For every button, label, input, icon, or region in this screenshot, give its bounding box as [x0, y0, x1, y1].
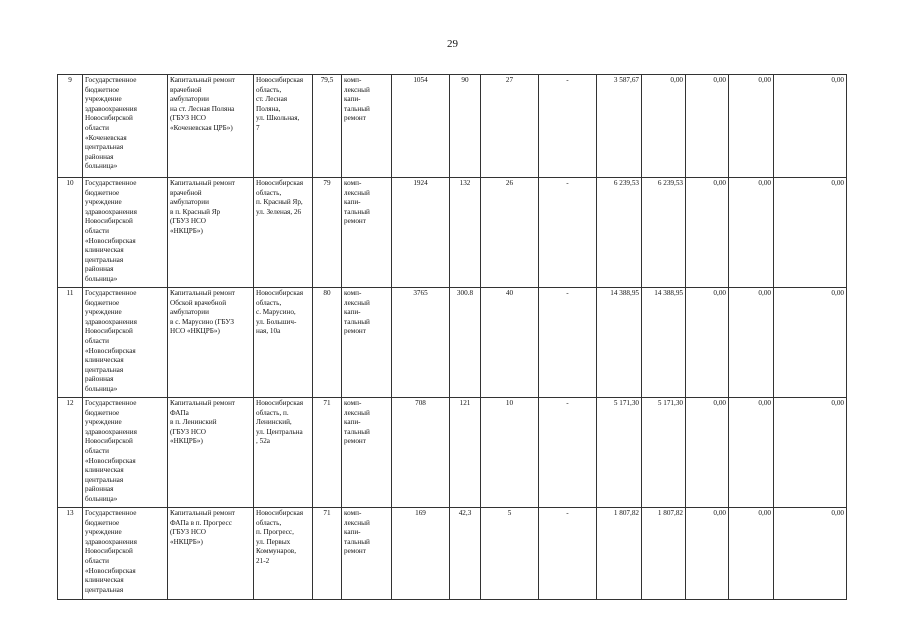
work-description-cell: Капитальный ремонт ФАПа в п. Ленинский (ГБУЗ НСО «НКЦРБ»)	[168, 398, 254, 508]
work-description-cell: Капитальный ремонт врачебной амбулатории на ст. Лесная Поляна (ГБУЗ НСО «Коченевская ЦРБ»)	[168, 75, 254, 178]
repair-type-cell: комп- лексный капи- тальный ремонт	[342, 178, 392, 288]
work-description-cell: Капитальный ремонт врачебной амбулатории в п. Красный Яр (ГБУЗ НСО «НКЦРБ»)	[168, 178, 254, 288]
funding-2-cell: 0,00	[686, 288, 729, 398]
value-1-cell: 1924	[392, 178, 450, 288]
table-row	[58, 288, 847, 398]
total-cost-cell: 5 171,30	[597, 398, 642, 508]
value-2-cell: 300.8	[450, 288, 481, 398]
repair-type-cell: комп- лексный капи- тальный ремонт	[342, 398, 392, 508]
value-4-cell: -	[539, 508, 597, 600]
total-cost-cell: 3 587,67	[597, 75, 642, 178]
address-cell: Новосибирская область, с. Марусино, ул. Большич- ная, 10а	[254, 288, 313, 398]
work-description-cell: Капитальный ремонт Обской врачебной амбулатории в с. Марусино (ГБУЗ НСО «НКЦРБ»)	[168, 288, 254, 398]
value-1-cell: 3765	[392, 288, 450, 398]
table-row	[58, 508, 847, 600]
area-cell: 71	[313, 508, 342, 600]
row-number: 12	[58, 398, 83, 508]
funding-2-cell: 0,00	[686, 178, 729, 288]
repair-table	[57, 74, 847, 600]
area-cell: 71	[313, 398, 342, 508]
page-number: 29	[447, 38, 458, 50]
funding-1-cell: 14 388,95	[642, 288, 686, 398]
funding-4-cell: 0,00	[774, 398, 847, 508]
funding-3-cell: 0,00	[729, 75, 774, 178]
funding-4-cell: 0,00	[774, 288, 847, 398]
value-1-cell: 1054	[392, 75, 450, 178]
row-number: 9	[58, 75, 83, 178]
address-cell: Новосибирская область, п. Ленинский, ул. Центральна , 52а	[254, 398, 313, 508]
funding-3-cell: 0,00	[729, 398, 774, 508]
funding-1-cell: 0,00	[642, 75, 686, 178]
total-cost-cell: 1 807,82	[597, 508, 642, 600]
organization-cell: Государственное бюджетное учреждение здравоохранения Новосибирской области «Новосибирская клиническая центральная районная больница»	[83, 288, 168, 398]
table-row	[58, 178, 847, 288]
value-2-cell: 42,3	[450, 508, 481, 600]
repair-type-cell: комп- лексный капи- тальный ремонт	[342, 75, 392, 178]
value-2-cell: 90	[450, 75, 481, 178]
funding-3-cell: 0,00	[729, 178, 774, 288]
funding-3-cell: 0,00	[729, 508, 774, 600]
value-4-cell: -	[539, 75, 597, 178]
funding-1-cell: 1 807,82	[642, 508, 686, 600]
table-row	[58, 398, 847, 508]
value-4-cell: -	[539, 178, 597, 288]
value-3-cell: 26	[481, 178, 539, 288]
funding-3-cell: 0,00	[729, 288, 774, 398]
table-row	[58, 75, 847, 178]
area-cell: 80	[313, 288, 342, 398]
value-4-cell: -	[539, 398, 597, 508]
address-cell: Новосибирская область, ст. Лесная Поляна, ул. Школьная, 7	[254, 75, 313, 178]
funding-4-cell: 0,00	[774, 178, 847, 288]
value-1-cell: 708	[392, 398, 450, 508]
address-cell: Новосибирская область, п. Прогресс, ул. Первых Коммунаров, 21-2	[254, 508, 313, 600]
repair-type-cell: комп- лексный капи- тальный ремонт	[342, 288, 392, 398]
organization-cell: Государственное бюджетное учреждение здравоохранения Новосибирской области «Новосибирская клиническая центральная	[83, 508, 168, 600]
organization-cell: Государственное бюджетное учреждение здравоохранения Новосибирской области «Новосибирская клиническая центральная районная больница»	[83, 178, 168, 288]
funding-2-cell: 0,00	[686, 398, 729, 508]
funding-1-cell: 5 171,30	[642, 398, 686, 508]
value-2-cell: 121	[450, 398, 481, 508]
area-cell: 79,5	[313, 75, 342, 178]
funding-4-cell: 0,00	[774, 75, 847, 178]
funding-1-cell: 6 239,53	[642, 178, 686, 288]
organization-cell: Государственное бюджетное учреждение здравоохранения Новосибирской области «Новосибирская клиническая центральная районная больница»	[83, 398, 168, 508]
row-number: 13	[58, 508, 83, 600]
row-number: 11	[58, 288, 83, 398]
value-1-cell: 169	[392, 508, 450, 600]
value-3-cell: 5	[481, 508, 539, 600]
funding-4-cell: 0,00	[774, 508, 847, 600]
address-cell: Новосибирская область, п. Красный Яр, ул. Зеленая, 26	[254, 178, 313, 288]
total-cost-cell: 14 388,95	[597, 288, 642, 398]
value-4-cell: -	[539, 288, 597, 398]
funding-2-cell: 0,00	[686, 75, 729, 178]
total-cost-cell: 6 239,53	[597, 178, 642, 288]
repair-type-cell: комп- лексный капи- тальный ремонт	[342, 508, 392, 600]
area-cell: 79	[313, 178, 342, 288]
row-number: 10	[58, 178, 83, 288]
organization-cell: Государственное бюджетное учреждение здравоохранения Новосибирской области «Коченевская центральная районная больница»	[83, 75, 168, 178]
value-2-cell: 132	[450, 178, 481, 288]
value-3-cell: 27	[481, 75, 539, 178]
work-description-cell: Капитальный ремонт ФАПа в п. Прогресс (ГБУЗ НСО «НКЦРБ»)	[168, 508, 254, 600]
funding-2-cell: 0,00	[686, 508, 729, 600]
value-3-cell: 40	[481, 288, 539, 398]
value-3-cell: 10	[481, 398, 539, 508]
